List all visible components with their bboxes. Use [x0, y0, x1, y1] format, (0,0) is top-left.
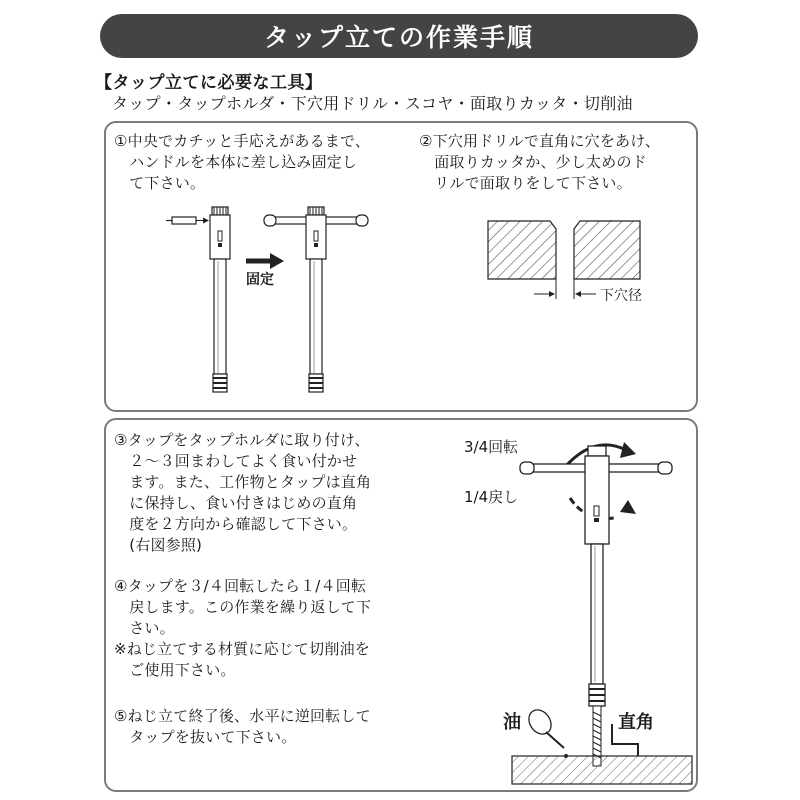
step1-text: ①中央でカチッと手応えがあるまで、 ハンドルを本体に差し込み固定し て下さい。 [114, 132, 371, 192]
tapping-illustration [502, 426, 702, 786]
fixed-label: 固定 [246, 272, 274, 288]
quarter-back-label: 1/4戻し [464, 488, 519, 506]
steps-3-5-panel [104, 418, 698, 792]
tools-list: タップ・タップホルダ・下穴用ドリル・スコヤ・面取りカッタ・切削油 [112, 94, 633, 113]
steps-1-2-panel [104, 121, 698, 412]
step5-text: ⑤ねじ立て終了後、水平に逆回転して タップを抜いて下さい。 [114, 707, 371, 746]
oil-label: 油 [503, 712, 521, 733]
step3-text: ③タップをタップホルダに取り付け、 ２～３回まわしてよく食い付かせ ます。また、工作物とタップは直角 に保持し、食い付きはじめの直角 度を２方向から確認して下さい。 (右図参照) [114, 431, 372, 554]
pilot-hole-diameter-label: 下穴径 [600, 288, 642, 304]
tools-heading: 【タップ立てに必要な工具】 [95, 73, 323, 93]
page-title: タップ立ての作業手順 [100, 14, 698, 58]
step4-text: ④タップを３/４回転したら１/４回転 戻します。この作業を繰り返して下 さい。 ※ねじ立てする材質に応じて切削油を ご使用下さい。 [114, 577, 372, 679]
step2-text: ②下穴用ドリルで直角に穴をあけ、 面取りカッタか、少し太めのド リルで面取りをして下さい。 [419, 132, 661, 192]
right-angle-label: 直角 [618, 712, 654, 733]
tap-holder-after-illustration [252, 201, 372, 411]
three-quarter-turn-label: 3/4回転 [464, 438, 519, 456]
